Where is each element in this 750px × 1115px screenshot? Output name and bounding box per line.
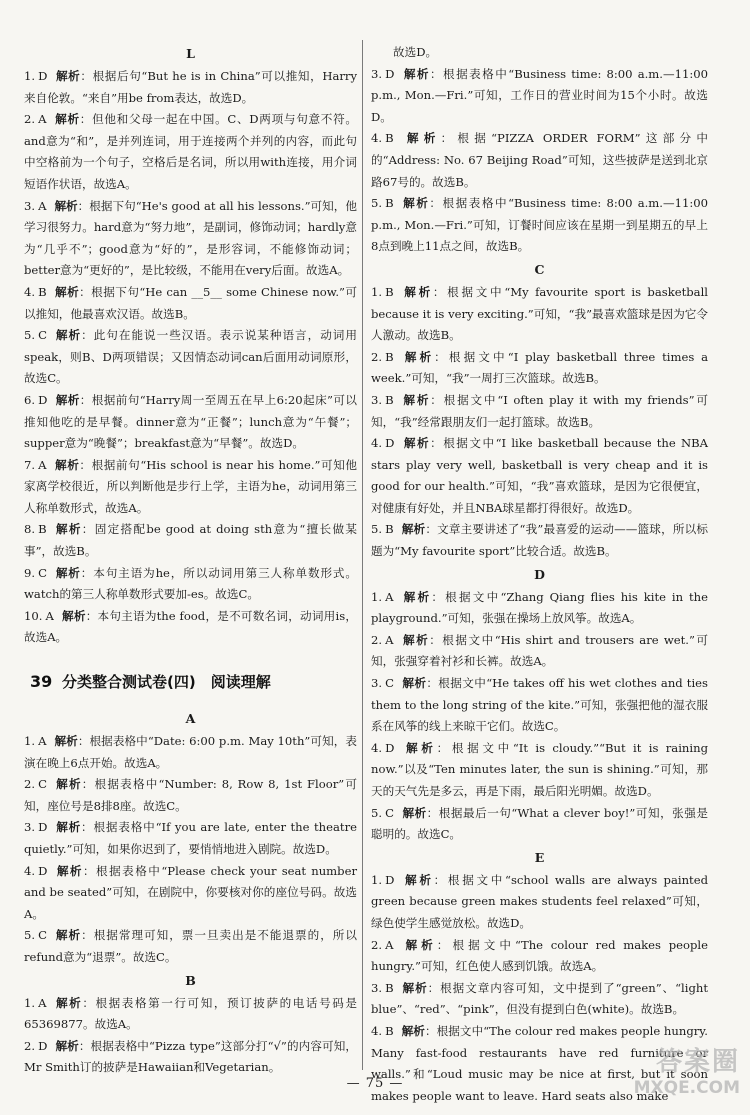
part-heading-c: C bbox=[534, 261, 545, 277]
analysis-text: ：此句在能说一些汉语。表示说某种语言，动词用speak，则B、D两项错误；又因情态动词can后面用动词原形，故选C。 bbox=[24, 328, 357, 386]
answer-choice: A bbox=[385, 589, 394, 604]
analysis-label: 解析 bbox=[54, 328, 82, 343]
analysis-label: 解析 bbox=[54, 112, 80, 127]
analysis-label: 解析 bbox=[401, 632, 430, 647]
page-number: — 75 — bbox=[346, 1076, 404, 1091]
answer-item bbox=[371, 630, 708, 673]
watermark-logo bbox=[600, 1047, 740, 1107]
answer-item bbox=[24, 774, 357, 817]
answer-item bbox=[24, 817, 357, 860]
analysis-label: 解析 bbox=[401, 805, 427, 820]
answer-item bbox=[371, 128, 708, 193]
part-b-items bbox=[24, 993, 357, 1079]
answer-choice: A bbox=[38, 457, 47, 472]
analysis-label: 解析 bbox=[55, 863, 83, 878]
analysis-label: 解析 bbox=[54, 734, 78, 749]
watermark-line2: MXQE.COM bbox=[633, 1078, 740, 1098]
analysis-text: ：根据文中“The colour red makes people hungry.”可知，红色使人感到饥饿。故选A。 bbox=[371, 937, 708, 974]
analysis-text: ：根据前句“Harry周一至周五在早上6:20起床”可以推知他吃的是早餐。dinner意为“正餐”；lunch意为“午餐”；supper意为“晚餐”；breakfast意为“早餐”。故选D。 bbox=[24, 392, 357, 451]
answer-choice: B bbox=[385, 284, 394, 299]
answer-item bbox=[371, 433, 708, 519]
analysis-label: 解析 bbox=[401, 1023, 425, 1038]
part-b-cont-items bbox=[371, 64, 708, 258]
answer-choice: B bbox=[385, 196, 394, 211]
answer-item bbox=[24, 606, 357, 649]
answer-number: 10. bbox=[24, 608, 43, 623]
answer-number: 1. bbox=[24, 734, 36, 749]
answer-choice: B bbox=[385, 131, 394, 146]
answer-item bbox=[24, 925, 357, 968]
part-heading-l: L bbox=[186, 46, 195, 61]
answer-number: 4. bbox=[24, 863, 36, 878]
answer-choice: C bbox=[38, 328, 47, 343]
answer-item bbox=[24, 731, 357, 774]
answer-item bbox=[371, 978, 708, 1021]
answer-item bbox=[371, 519, 708, 562]
analysis-text: ：根据文中“Zhang Qiang flies his kite in the playground.”可知，张强在操场上放风筝。故选A。 bbox=[371, 589, 708, 626]
answer-choice: D bbox=[38, 863, 48, 878]
section-title bbox=[24, 669, 357, 695]
analysis-label: 解析 bbox=[401, 284, 433, 299]
analysis-text: ：文章主要讲述了“我”最喜爱的运动——篮球，所以标题为“My favourite sport”比较合适。故选B。 bbox=[371, 522, 708, 559]
section-title-text: 分类整合测试卷(四) 阅读理解 bbox=[62, 673, 271, 692]
answer-choice: D bbox=[38, 392, 48, 407]
answer-item bbox=[24, 282, 357, 325]
analysis-label: 解析 bbox=[401, 589, 432, 604]
analysis-label: 解析 bbox=[54, 928, 82, 943]
analysis-text: ：根据表格中“Pizza type”这部分打“√”的内容可知，Mr Smith订的披萨是Hawaiian和Vegetarian。 bbox=[24, 1038, 357, 1075]
analysis-label: 解析 bbox=[401, 522, 426, 537]
analysis-label: 解析 bbox=[55, 820, 82, 835]
answer-item bbox=[371, 870, 708, 935]
analysis-text: ：根据常理可知，票一旦卖出是不能退票的，所以refund意为“退票”。故选C。 bbox=[24, 928, 357, 964]
answer-number: 2. bbox=[24, 1038, 36, 1053]
analysis-text: ：根据后句“But he is in China”可以推知，Harry来自伦敦。“来自”用be from表达，故选D。 bbox=[24, 69, 357, 105]
analysis-label: 解析 bbox=[402, 740, 437, 755]
answer-item bbox=[24, 390, 357, 455]
analysis-text: ：根据文中“I like basketball because the NBA stars play very well, basketball is very cheap and it is good for our health.”可知，“我”喜欢篮球，是因为它很便宜，对健康有好处，并且NBA球星都打得很好。故选D。 bbox=[371, 436, 708, 515]
answer-item bbox=[371, 673, 708, 738]
answer-number: 5. bbox=[24, 328, 36, 343]
analysis-text: ：本句主语为the food，是不可数名词，动词用is，故选A。 bbox=[24, 608, 357, 645]
answer-number: 2. bbox=[24, 112, 36, 127]
answer-item bbox=[24, 861, 357, 926]
analysis-text: ：根据表格第一行可知，预订披萨的电话号码是65369877。故选A。 bbox=[24, 995, 357, 1032]
answer-number: 3. bbox=[24, 820, 36, 835]
analysis-text: ：根据文中“I play basketball three times a week.”可知，“我”一周打三次篮球。故选B。 bbox=[371, 349, 708, 386]
answer-choice: B bbox=[38, 522, 47, 537]
analysis-label: 解析 bbox=[401, 349, 435, 364]
analysis-label: 解析 bbox=[401, 196, 430, 211]
answer-number: 4. bbox=[371, 131, 383, 146]
answer-number: 3. bbox=[371, 980, 383, 995]
analysis-text: ：固定搭配be good at doing sth意为“擅长做某事”，故选B。 bbox=[24, 522, 357, 559]
answer-item bbox=[24, 455, 357, 520]
section-number: 39 bbox=[30, 672, 53, 692]
analysis-text: ：根据文中“I often play it with my friends”可知，“我”经常跟朋友们一起打篮球。故选B。 bbox=[371, 392, 708, 429]
answer-item bbox=[371, 803, 708, 846]
column-divider bbox=[362, 40, 363, 1070]
part-c-items bbox=[371, 282, 708, 563]
answer-item bbox=[371, 587, 708, 630]
answer-number: 3. bbox=[24, 198, 36, 213]
answer-number: 2. bbox=[371, 349, 383, 364]
answer-choice: A bbox=[38, 734, 47, 749]
answer-item bbox=[24, 1036, 357, 1079]
analysis-label: 解析 bbox=[61, 608, 86, 623]
analysis-label: 解析 bbox=[401, 676, 427, 691]
continuation-text: 故选D。 bbox=[393, 45, 438, 59]
part-heading-d: D bbox=[534, 566, 545, 582]
answer-choice: D bbox=[38, 69, 48, 83]
answer-number: 1. bbox=[371, 589, 383, 604]
analysis-label: 解析 bbox=[401, 980, 428, 995]
analysis-label: 解析 bbox=[54, 198, 78, 213]
answer-number: 5. bbox=[371, 522, 383, 537]
answer-choice: D bbox=[385, 740, 395, 755]
answer-number: 1. bbox=[24, 69, 36, 83]
answer-choice: C bbox=[385, 805, 394, 820]
analysis-label: 解析 bbox=[54, 565, 81, 580]
answer-number: 9. bbox=[24, 565, 36, 580]
answer-choice: C bbox=[38, 928, 47, 943]
analysis-label: 解析 bbox=[55, 69, 81, 83]
answer-number: 5. bbox=[371, 805, 383, 820]
answer-choice: C bbox=[38, 565, 47, 580]
answer-number: 4. bbox=[371, 740, 383, 755]
answer-choice: B bbox=[385, 1023, 394, 1038]
analysis-text: ：根据文中“His shirt and trousers are wet.”可知，张强穿着衬衫和长裤。故选A。 bbox=[371, 632, 708, 669]
answer-choice: B bbox=[385, 349, 394, 364]
answer-item bbox=[371, 935, 708, 978]
answer-number: 4. bbox=[371, 436, 383, 451]
analysis-text: ：根据下句“He can __5__ some Chinese now.”可以推知，他最喜欢汉语。故选B。 bbox=[24, 284, 357, 321]
answer-choice: D bbox=[385, 436, 395, 451]
analysis-text: ：根据文中“The colour red makes people hungry. Many fast-food restaurants have red furniture or walls.”和“Loud music may be nice at first, but it soon makes people want to leave. Hard seats also make bbox=[371, 1023, 708, 1103]
analysis-text: ：本句主语为he，所以动词用第三人称单数形式。watch的第三人称单数形式要加-es。故选C。 bbox=[24, 565, 357, 602]
analysis-text: ：根据表格中“Number: 8, Row 8, 1st Floor”可知，座位号是8排8座。故选C。 bbox=[24, 777, 357, 813]
analysis-text: ：根据表格中“Please check your seat number and be seated”可知，在剧院中，你要核对你的座位号码。故选A。 bbox=[24, 863, 357, 921]
left-column bbox=[24, 42, 357, 1079]
answer-number: 5. bbox=[24, 928, 36, 943]
analysis-label: 解析 bbox=[402, 436, 431, 451]
answer-choice: A bbox=[38, 112, 47, 127]
answer-number: 3. bbox=[371, 676, 383, 691]
answer-item bbox=[24, 519, 357, 562]
answer-choice: A bbox=[45, 608, 54, 623]
answer-number: 2. bbox=[24, 777, 36, 792]
answer-choice: B bbox=[385, 522, 394, 537]
analysis-text: ：但他和父母一起在中国。C、D两项与句意不符。and意为“和”，是并列连词，用于连接两个并列的内容，而此句中空格前为一个句子，空格后是名词，所以用with连接，用介词短语作状语，故选A。 bbox=[24, 112, 357, 191]
answer-choice: D bbox=[38, 820, 48, 835]
analysis-text: ：根据文中“My favourite sport is basketball because it is very exciting.”可知，“我”最喜欢篮球是因为它令人激动。故选B。 bbox=[371, 284, 708, 343]
analysis-text: ：根据表格中“Business time: 8:00 a.m.—11:00 p.m., Mon.—Fri.”可知，工作日的营业时间为15个小时。故选D。 bbox=[371, 66, 708, 124]
answer-item bbox=[24, 563, 357, 606]
answer-choice: A bbox=[385, 937, 394, 952]
answer-item bbox=[371, 347, 708, 390]
analysis-text: ：根据文章内容可知，文中提到了“green”、“light blue”、“red”、“pink”，但没有提到白色(white)。故选B。 bbox=[371, 980, 708, 1017]
analysis-text: ：根据前句“His school is near his home.”可知他家离学校很近，所以判断他是步行上学，主语为he，动词用第三人称单数形式，故选A。 bbox=[24, 457, 357, 515]
right-column bbox=[371, 42, 708, 1107]
analysis-label: 解析 bbox=[54, 522, 82, 537]
analysis-label: 解析 bbox=[55, 392, 80, 407]
answer-item bbox=[24, 325, 357, 390]
answer-number: 4. bbox=[371, 1023, 383, 1038]
analysis-label: 解析 bbox=[401, 392, 431, 407]
answer-choice: D bbox=[385, 66, 395, 81]
answer-item bbox=[24, 993, 357, 1036]
analysis-label: 解析 bbox=[54, 995, 83, 1010]
answer-choice: C bbox=[385, 676, 394, 691]
answer-item bbox=[371, 738, 708, 803]
answer-number: 7. bbox=[24, 457, 36, 472]
analysis-text: ：根据表格中“If you are late, enter the theatre quietly.”可知，如果你迟到了，要悄悄地进入剧院。故选D。 bbox=[24, 820, 357, 856]
part-heading-b: B bbox=[185, 972, 196, 988]
analysis-text: ：根据表格中“Date: 6:00 p.m. May 10th”可知，表演在晚上6点开始。故选A。 bbox=[24, 734, 357, 770]
part-d-items bbox=[371, 587, 708, 846]
analysis-label: 解析 bbox=[402, 66, 430, 81]
watermark-line1: 答案圈 bbox=[655, 1047, 740, 1077]
answer-choice: D bbox=[38, 1038, 48, 1053]
analysis-label: 解析 bbox=[54, 457, 80, 472]
part-heading-e: E bbox=[534, 849, 545, 865]
answer-number: 3. bbox=[371, 392, 383, 407]
answer-item bbox=[371, 193, 708, 258]
answer-choice: A bbox=[38, 995, 47, 1010]
analysis-label: 解析 bbox=[55, 1038, 79, 1053]
analysis-text: ：根据文中“He takes off his wet clothes and ties them to the long string of the kite.”可知，张强把他的湿衣服系在风筝的线上来晾干它们。故选C。 bbox=[371, 676, 708, 734]
answer-number: 1. bbox=[24, 995, 36, 1010]
answer-choice: D bbox=[385, 872, 395, 887]
answer-item bbox=[24, 109, 357, 195]
answer-choice: A bbox=[38, 198, 47, 213]
answer-item bbox=[24, 196, 357, 282]
answer-choice: B bbox=[38, 284, 47, 299]
answer-item bbox=[371, 390, 708, 433]
answer-number: 8. bbox=[24, 522, 36, 537]
analysis-text: ：根据文中“school walls are always painted green because green makes students feel relaxed”可知，绿色使学生感觉放松。故选D。 bbox=[371, 872, 708, 930]
part-a-items bbox=[24, 731, 357, 969]
analysis-label: 解析 bbox=[401, 937, 437, 952]
answer-number: 6. bbox=[24, 392, 36, 407]
answer-item bbox=[24, 66, 357, 109]
analysis-label: 解析 bbox=[402, 872, 434, 887]
answer-number: 1. bbox=[371, 872, 383, 887]
analysis-text: ：根据表格中“Business time: 8:00 a.m.—11:00 p.m., Mon.—Fri.”可知，订餐时间应该在星期一到星期五的早上8点到晚上11点之间，故选B。 bbox=[371, 196, 708, 254]
answer-number: 4. bbox=[24, 284, 36, 299]
answer-item bbox=[371, 64, 708, 129]
answer-number: 1. bbox=[371, 284, 383, 299]
answer-choice: B bbox=[385, 392, 394, 407]
part-heading-a: A bbox=[185, 711, 196, 727]
analysis-text: ：根据下句“He's good at all his lessons.”可知，他学习很努力。hard意为“努力地”，是副词，修饰动词；hardly意为“几乎不”；good意为“好的”，是形容词，不能修饰动词；better意为“更好的”，是比较级，不能用在very后面。故选A。 bbox=[24, 198, 357, 278]
analysis-text: ：根据最后一句“What a clever boy!”可知，张强是聪明的。故选C。 bbox=[371, 805, 708, 842]
answer-number: 3. bbox=[371, 66, 383, 81]
answer-choice: B bbox=[385, 980, 394, 995]
analysis-text: ：根据文中“It is cloudy.”“But it is raining now.”以及“Ten minutes later, the sun is shining.”可知，那天的天气先是多云，再是下雨，最后阳光明媚。故选D。 bbox=[371, 740, 708, 798]
answer-choice: C bbox=[38, 777, 47, 792]
answer-item bbox=[371, 282, 708, 347]
answer-choice: A bbox=[385, 632, 394, 647]
analysis-text: ：根据“PIZZA ORDER FORM”这部分中的“Address: No. 67 Beijing Road”可知，这些披萨是送到北京路67号的。故选B。 bbox=[371, 131, 708, 189]
part-l-items bbox=[24, 66, 357, 649]
answer-number: 2. bbox=[371, 632, 383, 647]
answer-number: 2. bbox=[371, 937, 383, 952]
analysis-label: 解析 bbox=[54, 284, 80, 299]
analysis-label: 解析 bbox=[54, 777, 82, 792]
analysis-label: 解析 bbox=[401, 131, 441, 146]
answer-number: 5. bbox=[371, 196, 383, 211]
